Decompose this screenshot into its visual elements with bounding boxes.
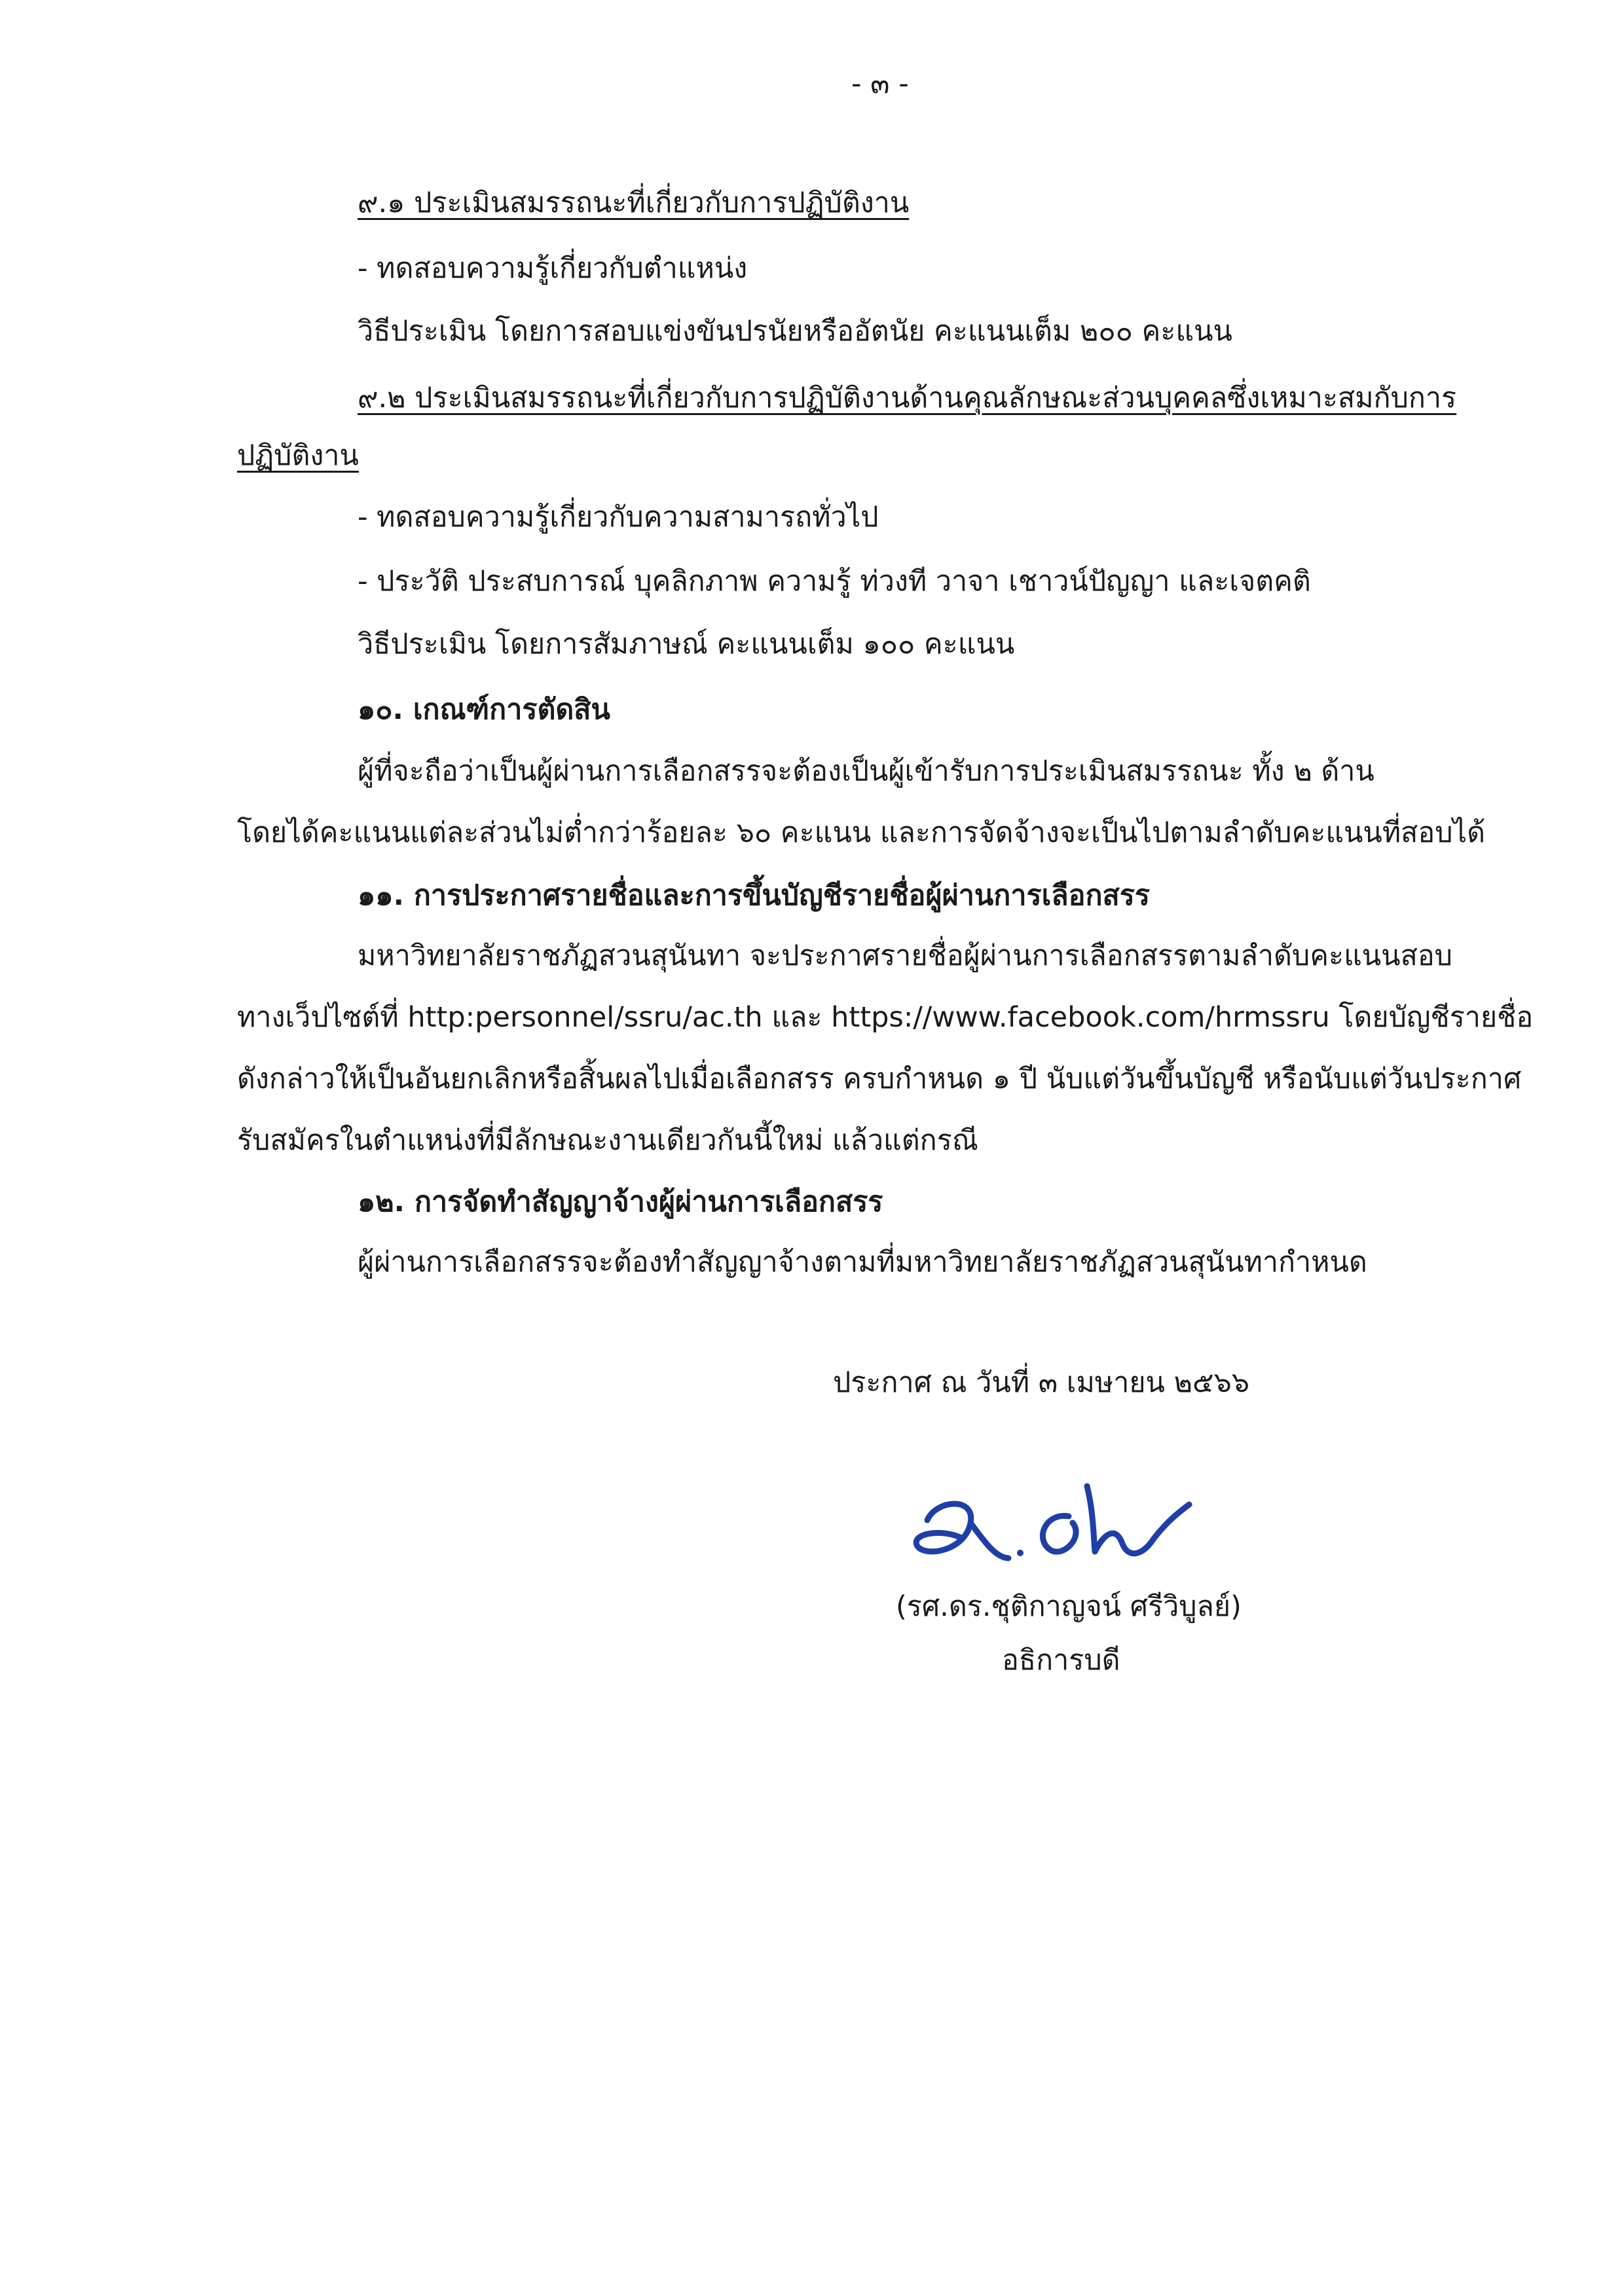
signer-title: อธิการบดี	[1002, 1644, 1120, 1677]
section-10-heading: ๑๐. เกณฑ์การตัดสิน	[358, 693, 610, 726]
section-9-2-heading-cont: ปฏิบัติงาน	[237, 439, 359, 472]
page-number: - ๓ -	[851, 67, 909, 100]
announcement-date: ประกาศ ณ วันที่ ๓ เมษายน ๒๕๖๖	[833, 1366, 1250, 1399]
signature	[897, 1460, 1211, 1584]
section-11-text-2: ทางเว็ปไซต์ที่ http:personnel/ssru/ac.th และ https://www.facebook.com/hrmssru โดยบัญชีรายชื่อ	[237, 1001, 1534, 1034]
section-9-1-heading: ๙.๑ ประเมินสมรรถนะที่เกี่ยวกับการปฏิบัติงาน	[358, 187, 910, 219]
signer-name: (รศ.ดร.ชุติกาญจน์ ศรีวิบูลย์)	[896, 1590, 1242, 1623]
section-12-text: ผู้ผ่านการเลือกสรรจะต้องทำสัญญาจ้างตามที่มหาวิทยาลัยราชภัฏสวนสุนันทากำหนด	[358, 1246, 1367, 1279]
section-9-2-method: วิธีประเมิน โดยการสัมภาษณ์ คะแนนเต็ม ๑๐๐ คะแนน	[358, 628, 1015, 661]
section-11-text-4: รับสมัครในตำแหน่งที่มีลักษณะงานเดียวกันนี้ใหม่ แล้วแต่กรณี	[237, 1124, 978, 1157]
section-9-2-item-2: - ประวัติ ประสบการณ์ บุคลิกภาพ ความรู้ ท่วงที วาจา เชาวน์ปัญญา และเจตคติ	[358, 565, 1311, 598]
section-10-text-1: ผู้ที่จะถือว่าเป็นผู้ผ่านการเลือกสรรจะต้องเป็นผู้เข้ารับการประเมินสมรรถนะ ทั้ง ๒ ด้าน	[358, 755, 1375, 788]
section-11-text-3: ดังกล่าวให้เป็นอันยกเลิกหรือสิ้นผลไปเมื่อเลือกสรร ครบกำหนด ๑ ปี นับแต่วันขึ้นบัญชี หรือนับแต่วันประกาศ	[237, 1063, 1522, 1095]
section-11-heading: ๑๑. การประกาศรายชื่อและการขึ้นบัญชีรายชื่อผู้ผ่านการเลือกสรร	[358, 879, 1150, 912]
section-9-2-item-1: - ทดสอบความรู้เกี่ยวกับความสามารถทั่วไป	[358, 501, 879, 534]
section-9-2-heading: ๙.๒ ประเมินสมรรถนะที่เกี่ยวกับการปฏิบัติงานด้านคุณลักษณะส่วนบุคคลซึ่งเหมาะสมกับการ	[358, 382, 1457, 414]
section-12-heading: ๑๒. การจัดทำสัญญาจ้างผู้ผ่านการเลือกสรร	[358, 1186, 883, 1218]
section-9-1-method: วิธีประเมิน โดยการสอบแข่งขันปรนัยหรืออัตนัย คะแนนเต็ม ๒๐๐ คะแนน	[358, 315, 1232, 348]
section-11-text-1: มหาวิทยาลัยราชภัฏสวนสุนันทา จะประกาศรายชื่อผู้ผ่านการเลือกสรรตามลำดับคะแนนสอบ	[358, 939, 1452, 972]
section-9-1-item: - ทดสอบความรู้เกี่ยวกับตำแหน่ง	[358, 252, 748, 285]
section-10-text-2: โดยได้คะแนนแต่ละส่วนไม่ต่ำกว่าร้อยละ ๖๐ คะแนน และการจัดจ้างจะเป็นไปตามลำดับคะแนนที่สอบได้	[237, 816, 1486, 849]
